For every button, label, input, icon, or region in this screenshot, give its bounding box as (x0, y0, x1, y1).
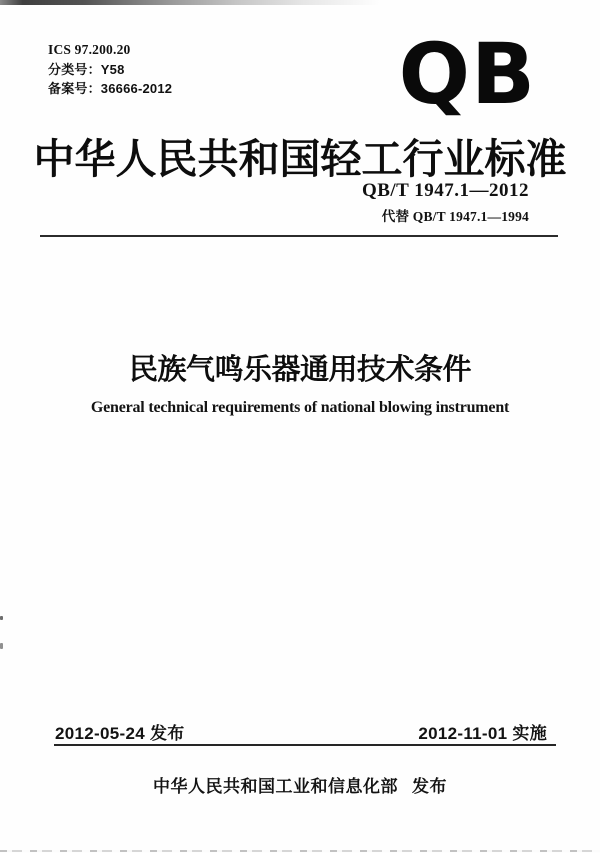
standard-heading: 中华人民共和国轻工行业标准 (33, 136, 567, 182)
scan-speck (0, 643, 3, 649)
qb-logo: QB (398, 25, 536, 123)
publish-label: 发布 (412, 777, 447, 796)
scan-artifact-top (0, 0, 380, 5)
issue-date: 2012-05-24 发布 (55, 724, 185, 743)
ics-code: ICS 97.200.20 (48, 42, 131, 57)
divider-bottom (54, 744, 556, 746)
publisher-line (0, 772, 600, 797)
classification-number: 分类号：Y58 (48, 61, 125, 77)
scan-artifact-bottom (0, 850, 600, 852)
publisher-name: 中华人民共和国工业和信息化部 (153, 777, 398, 796)
standard-code: QB/T 1947.1—2012 (361, 180, 529, 201)
divider-top (40, 235, 558, 237)
standard-code-block (362, 180, 529, 225)
title-english: General technical requirements of national blowing instrument (90, 399, 510, 416)
title-chinese: 民族气鸣乐器通用技术条件 (128, 354, 471, 386)
date-row (55, 719, 547, 744)
replaced-standard: 代替 QB/T 1947.1—1994 (381, 209, 529, 224)
implement-date: 2012-11-01 实施 (418, 724, 547, 743)
meta-block (48, 40, 172, 99)
record-number: 备案号：36666-2012 (48, 81, 173, 96)
scan-speck (0, 616, 3, 620)
